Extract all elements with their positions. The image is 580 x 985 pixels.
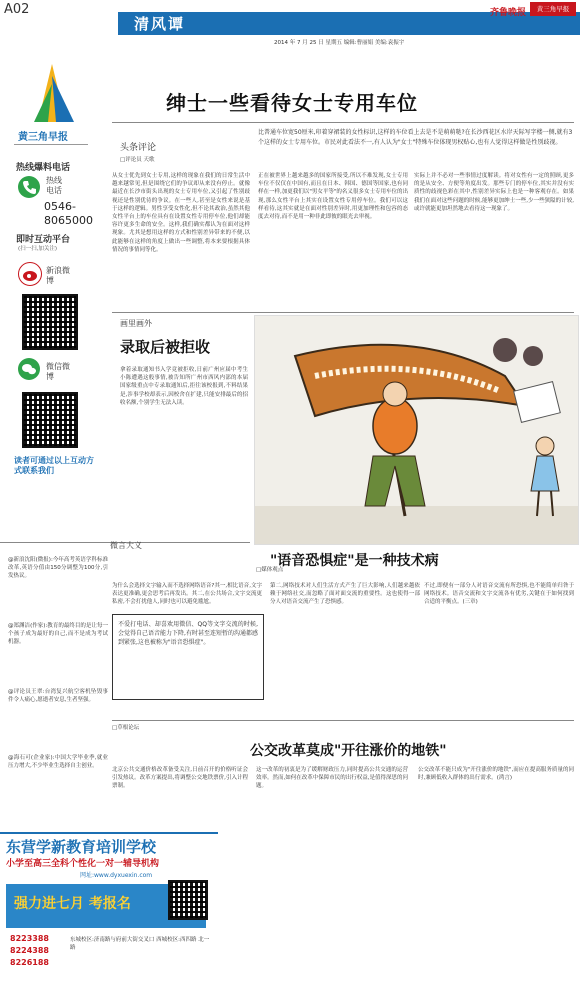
micro-tag: 微言大义 [110,541,142,550]
brand-name: 齐鲁晚报 [489,8,526,18]
cartoon-headline: 录取后被拒收 [120,338,211,356]
ad-qr-code [168,880,208,920]
brand-edition-box [530,2,576,16]
phone-icon [18,176,40,198]
fear-tag: □媒体观点 [256,567,284,573]
fear-headline: "语音恐惧症"是一种技术病 [270,553,439,569]
cartoon-illustration [255,316,578,544]
micro-item-1: @新浪沈阳(微报):今年高考英语学科标准改革,英语分值由150分调整为100分,引发热议。 [8,557,108,580]
page-number: A02 [4,2,30,17]
interact-title: 即时互动平台 [16,235,71,245]
weibo-icon[interactable] [18,262,42,286]
lead-headline: 绅士一些看待女士专用车位 [166,91,418,115]
cartoon-tag: 画里画外 [120,319,152,328]
commentary-author: □评论员 天歌 [120,157,155,163]
metro-col-2: 这一改革的初衷是为了缓解财政压力,同时提高公共交通的运营效率。然而,如何在改革中保障市民的出行权益,是值得深思的问题。 [256,767,408,790]
commentary-col-1: 从女士优先到女士专用,这样的现象在我们的日常生活中越来越常见,但是围绕它们的争议却从来没有停止。就像最近在长沙市街头出现的女士专用车位,又引起了性别歧视还是性别优待的争议。在一些人,甚至是女性来说是基于这样的逻辑。男性享受女性化,但不论其政治,虽然其他女性平台上的车位具有在设置女性专用停车位,他们却能容许更多生命的安全。这样,我们确实都认为在面对这样现象。尤其是想用这样的方式和性别差异带来的不便,以此能够在这样的角度上做出一些调整,将本来要根据具体情况的事情同等化。 [112,173,250,253]
wechat-icon[interactable] [18,358,40,380]
wechat-label: 微信微博 [46,362,70,381]
fear-pull-quote-box [112,614,264,700]
ad-subtitle: 小学至高三全科个性化一对一辅导机构 [6,859,160,869]
sidebar-footer: 读者可通过以上互动方式联系我们 [14,456,94,475]
date-line: 2014 年 7 月 25 日 星期五 编辑:曹丽娟 美编:袁振宇 [274,40,405,46]
commentary-tag: 头条评论 [120,143,157,153]
metro-tag: □草根论坛 [112,725,140,731]
metro-col-3: 公交改革不能只成为"开往涨价的地铁",而应在提高服务质量的同时,兼顾低收入群体的出行需求。(鸿言) [418,767,574,782]
commentary-lead: 比普通车位宽50厘米,印着穿裙装的女性标识,这样的车位看上去是不是萌萌哒?在长沙西花区水岸天际写字楼一侧,就有3个这样的女士专用车位。市民对此看法不一,有人认为"女士"特殊车位体现男权贴心,也有人觉得这样做是性别歧视。 [258,129,573,146]
brand-edition: 黄三角早报 [536,5,570,13]
micro-item-3: @评论员王翠:台湾复兴航空客机坠毁事件令人痛心,愿逝者安息,生者坚强。 [8,689,108,704]
interact-subtitle: (扫一扫,加关注) [18,246,58,252]
newspaper-logo [16,62,88,128]
section-title: 清风谭 [134,15,186,33]
ad-url[interactable]: 网址:www.dyxuexin.com [80,872,153,879]
headline-rule [112,122,574,123]
header-rule [118,34,580,35]
ad-phone-3: 8226188 [10,958,49,967]
hotline-number: 0546-8065000 [44,200,93,227]
ad-address: 东城校区:济南路与府前大街交叉口 西城校区:西四路 北一路 [70,937,210,951]
logo-icon [16,62,88,128]
fear-pull-quote: 不爱打电话、却喜欢用微信、QQ等文字交流的时候,会觉得自己语音能力下降,有时甚至连短暂的沟通都感到紧张,这也被称为"语音恐惧症"。 [118,621,258,646]
ad-banner-text: 强力进七月 考报名 [14,896,131,912]
fear-col-2: 第二,网络技术对人们生活方式产生了巨大影响,人们越来越依赖于网络社交,而忽略了面对面交流的重要性。这也使得一部分人对语音交流产生了恐惧感。 [270,583,420,606]
cartoon-text: 拿着录取通知书入学竟被拒收,日前广州应届中考生小陈遭遇这般事情,被告知所广州市西风内部的本届国家级重点中专录取通知后,拒往该校报到,不料结果是,涉事学校却表示,因校舍在扩建,只能安排最后的招收名额,个别学生无法入读。 [120,367,248,406]
editorial-cartoon [254,315,579,545]
weibo-qr-code [22,294,78,350]
metro-rule [112,720,574,721]
micro-item-2: @郑渊洁(作家):教育的最终目的是让每一个孩子成为最好的自己,而不是成为考试机器。 [8,623,108,646]
ad-title: 东营学新教育培训学校 [6,838,157,856]
cartoon-rule [112,312,574,313]
metro-headline: 公交改革莫成"开往涨价的地铁" [250,743,447,759]
hotline-label: 热线电话 [46,176,62,195]
ad-phone-2: 8224388 [10,946,49,955]
metro-col-1: 北京公共交通价格改革备受关注,日前召开的价格听证会引发热议。改革方案提出,将调整公交地铁票价,引入计程票制。 [112,767,248,790]
fear-col-1: 为什么会选择文字输入而不选择网络语音?其一,相比语音,文字表达更准确,更会思考后再发出。其二,在公共场合,文字交流更私密,不会打扰他人,同时也可以避免尴尬。 [112,583,262,606]
commentary-col-3: 实际上并不必对一些事情过度解读。将对女性有一定的照顾,更多的是从安全、方便等角度出发。那些专门的停车位,其实并没有实质性的歧视色彩在其中,性别差异实际上也是一种客观存在。如果我们在面对这些问题的时候,能够更加绅士一些,少一些狭隘的计较,或许就能更加坦然地去看待这一现象了。 [414,173,574,212]
micro-item-4: @海石可(企业家):中国大学毕业季,就业压力增大,不少毕业生选择自主创业。 [8,755,108,770]
ad-phone-1: 8223388 [10,934,49,943]
wechat-qr-code [22,392,78,448]
logo-text: 黄三角早报 [18,132,68,143]
weibo-label: 新浪微博 [46,266,70,285]
commentary-col-2: 正在被世界上越来越多的国家所接受,所以不难发现,女士专用车位不仅仅在中国有,而且在日本、韩国、德国等国家,也有同样在一样,加更我们以"男女平等"的名义很多女士专用车位的出现,那么女性平台上其实在设置女性专用停车位。我们可以这样看待,这其实就是在面对性别差异时,用更加理性和包容的态度去对待,而不是用一种非此即彼的眼光去审视。 [258,173,408,221]
hotline-title: 热线爆料电话 [16,163,71,173]
divider [14,144,88,145]
fear-col-3: 不过,即便有一部分人对语音交流有所恐惧,也不能简单归咎于网络技术。语音交流和文字交流各有优劣,关键在于如何找到合适的平衡点。(三章) [424,583,574,606]
